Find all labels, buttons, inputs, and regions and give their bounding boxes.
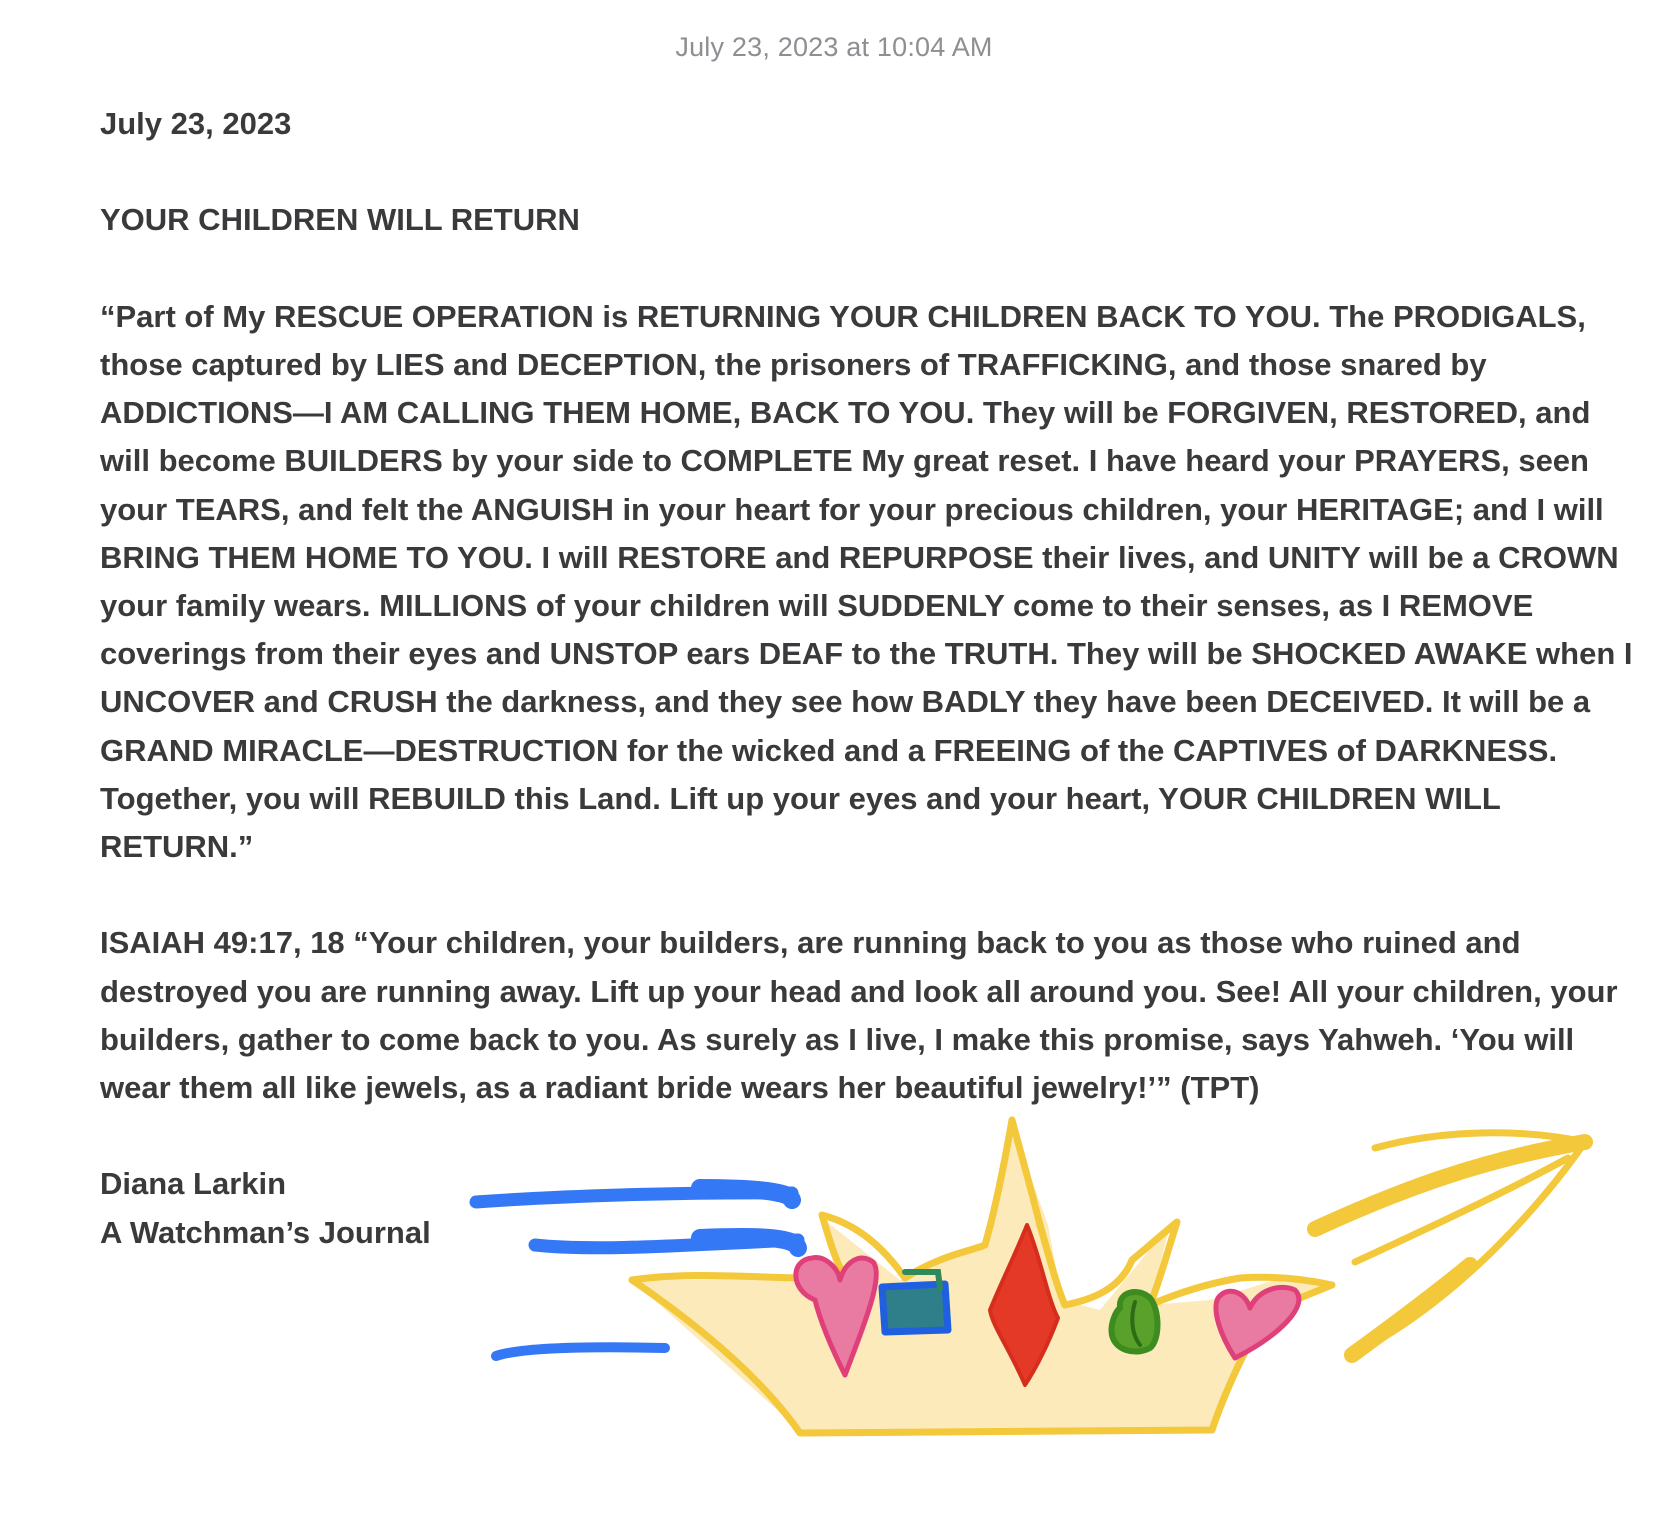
blank-line [100, 871, 1640, 919]
note-date: July 23, 2023 [100, 106, 292, 141]
blank-line [100, 245, 1640, 293]
blue-gem-top-icon [905, 1272, 940, 1288]
left-heart-icon [796, 1258, 876, 1375]
note-body[interactable] [100, 100, 1640, 1257]
note-timestamp: July 23, 2023 at 10:04 AM [675, 32, 993, 62]
green-gem-inner-icon [1132, 1302, 1140, 1345]
note-title: YOUR CHILDREN WILL RETURN [100, 202, 580, 238]
blank-line [100, 1112, 1640, 1160]
blank-line [100, 148, 1640, 196]
publication-name: A Watchman’s Journal [100, 1214, 431, 1250]
crown-outline-base [632, 1280, 1262, 1433]
ray-bottom [1352, 1265, 1470, 1355]
speed-line-bottom [496, 1347, 665, 1356]
author-name: Diana Larkin [100, 1166, 287, 1202]
scripture-quote: ISAIAH 49:17, 18 “Your children, your builders, are running back to you as those who ruined and destroyed you are running away. Lift up your head and look all around you. See! All your children, your builders, gather to come back to you. As surely as I live, I make this promise, says Yahweh. ‘You will wear them all like jewels, as a radiant bride wears her beautiful jewelry!’” (TPT) [100, 925, 1627, 1106]
green-gem-icon [1112, 1292, 1158, 1352]
blue-gem-icon [882, 1284, 948, 1332]
crown-outline-right [1150, 1277, 1332, 1318]
note-message: “Part of My RESCUE OPERATION is RETURNING YOUR CHILDREN BACK TO YOU. The PRODIGALS, those captured by LIES and DECEPTION, the prisoners of TRAFFICKING, and those snared by ADDICTIONS—I AM CALLING THEM HOME, BACK TO YOU. They will be FORGIVEN, RESTORED, and will become BUILDERS by your side to COMPLETE My great reset. I have heard your PRAYERS, seen your TEARS, and felt the ANGUISH in your heart for your precious children, your HERITAGE; and I will BRING THEM HOME TO YOU. I will RESTORE and REPURPOSE their lives, and UNITY will be a CROWN your family wears. MILLIONS of your children will SUDDENLY come to their senses, as I REMOVE coverings from their eyes and UNSTOP ears DEAF to the TRUTH. They will be SHOCKED AWAKE when I UNCOVER and CRUSH the darkness, and they see how BADLY they have been DECEIVED. It will be a GRAND MIRACLE—DESTRUCTION for the wicked and a FREEING of the CAPTIVES of DARKNESS. Together, you will REBUILD this Land. Lift up your eyes and your heart, YOUR CHILDREN WILL RETURN.” [100, 298, 1642, 865]
right-heart-icon [1216, 1287, 1299, 1358]
